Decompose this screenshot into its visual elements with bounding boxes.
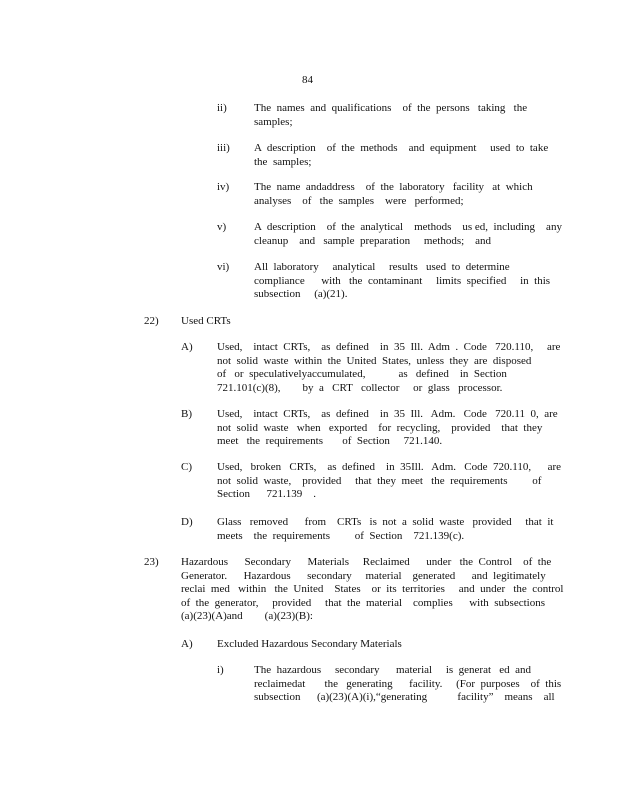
item-marker: A) [181, 638, 193, 650]
text-line: meets the requirements of Section 721.139(c). [217, 529, 465, 542]
text-line: reclaimedat the generating facility. (For purposes of this [254, 677, 562, 690]
text-line: samples; [254, 115, 293, 128]
item-text [217, 341, 560, 395]
text-line: not solid waste when exported for recycling, provided that they [217, 421, 543, 434]
item-marker: D) [181, 516, 193, 528]
text-line: meet the requirements of Section 721.140. [217, 435, 443, 447]
item-marker: C) [181, 461, 192, 473]
text-line: subsection (a)(21). [254, 288, 348, 300]
text-line: Hazardous Secondary Materials Reclaimed under the Control of the [181, 556, 552, 568]
item-text [217, 461, 561, 502]
sub-title: Excluded Hazardous Secondary Materials [217, 638, 402, 650]
text-line: Used, intact CRTs, as defined in 35 Ill. Adm . Code 720.110, are [217, 341, 561, 353]
text-line: Used, intact CRTs, as defined in 35 Ill. Adm. Code 720.11 0, are [217, 408, 558, 420]
item-text [254, 261, 550, 302]
item-marker: iii) [217, 142, 230, 154]
text-line: A description of the analytical methods us ed, including any [254, 221, 562, 233]
text-line: subsection (a)(23)(A)(i),“generating facility” means all [254, 691, 555, 703]
text-line: Glass removed from CRTs is not a solid waste provided that it [217, 516, 554, 528]
text-line: compliance with the contaminant limits specified in this [254, 274, 551, 287]
item-marker: B) [181, 408, 192, 420]
section-text [181, 556, 563, 624]
item-marker: A) [181, 341, 193, 353]
text-line: of or speculativelyaccumulated, as defined in Section [217, 368, 507, 380]
text-line: Section 721.139 . [217, 488, 316, 500]
item-marker: 22) [144, 315, 159, 327]
item-text [254, 142, 548, 169]
text-line: not solid waste within the United States, unless they are disposed [217, 354, 532, 367]
item-text [254, 664, 561, 705]
text-line: analyses of the samples were performed; [254, 194, 464, 207]
item-marker: v) [217, 221, 227, 233]
item-text [217, 408, 558, 449]
text-line: (a)(23)(A)and (a)(23)(B): [181, 610, 313, 622]
page-number: 84 [302, 74, 313, 86]
text-line: All laboratory analytical results used to determine [254, 261, 510, 273]
text-line: the samples; [254, 155, 312, 168]
item-marker: vi) [217, 261, 230, 273]
item-text [217, 516, 553, 543]
item-text [254, 181, 533, 208]
text-line: of the generator, provided that the material complies with subsections [181, 596, 545, 609]
text-line: The name andaddress of the laboratory facility at which [254, 181, 533, 193]
text-line: The hazardous secondary material is generat ed and [254, 664, 532, 676]
item-marker: iv) [217, 181, 230, 193]
text-line: 721.101(c)(8), by a CRT collector or glass processor. [217, 381, 503, 394]
item-marker: i) [217, 664, 224, 676]
item-text [254, 221, 562, 248]
text-line: A description of the methods and equipment used to take [254, 142, 549, 154]
section-title: Used CRTs [181, 315, 231, 327]
text-line: cleanup and sample preparation methods; and [254, 234, 492, 247]
text-line: reclai med within the United States or its territories and under the control [181, 583, 564, 595]
item-marker: ii) [217, 102, 227, 114]
text-line: not solid waste, provided that they meet the requirements of [217, 474, 542, 487]
text-line: Generator. Hazardous secondary material generated and legitimately [181, 569, 546, 582]
item-marker: 23) [144, 556, 159, 568]
text-line: Used, broken CRTs, as defined in 35Ill. Adm. Code 720.110, are [217, 461, 562, 473]
item-text [254, 102, 527, 129]
text-line: The names and qualifications of the persons taking the [254, 102, 528, 114]
